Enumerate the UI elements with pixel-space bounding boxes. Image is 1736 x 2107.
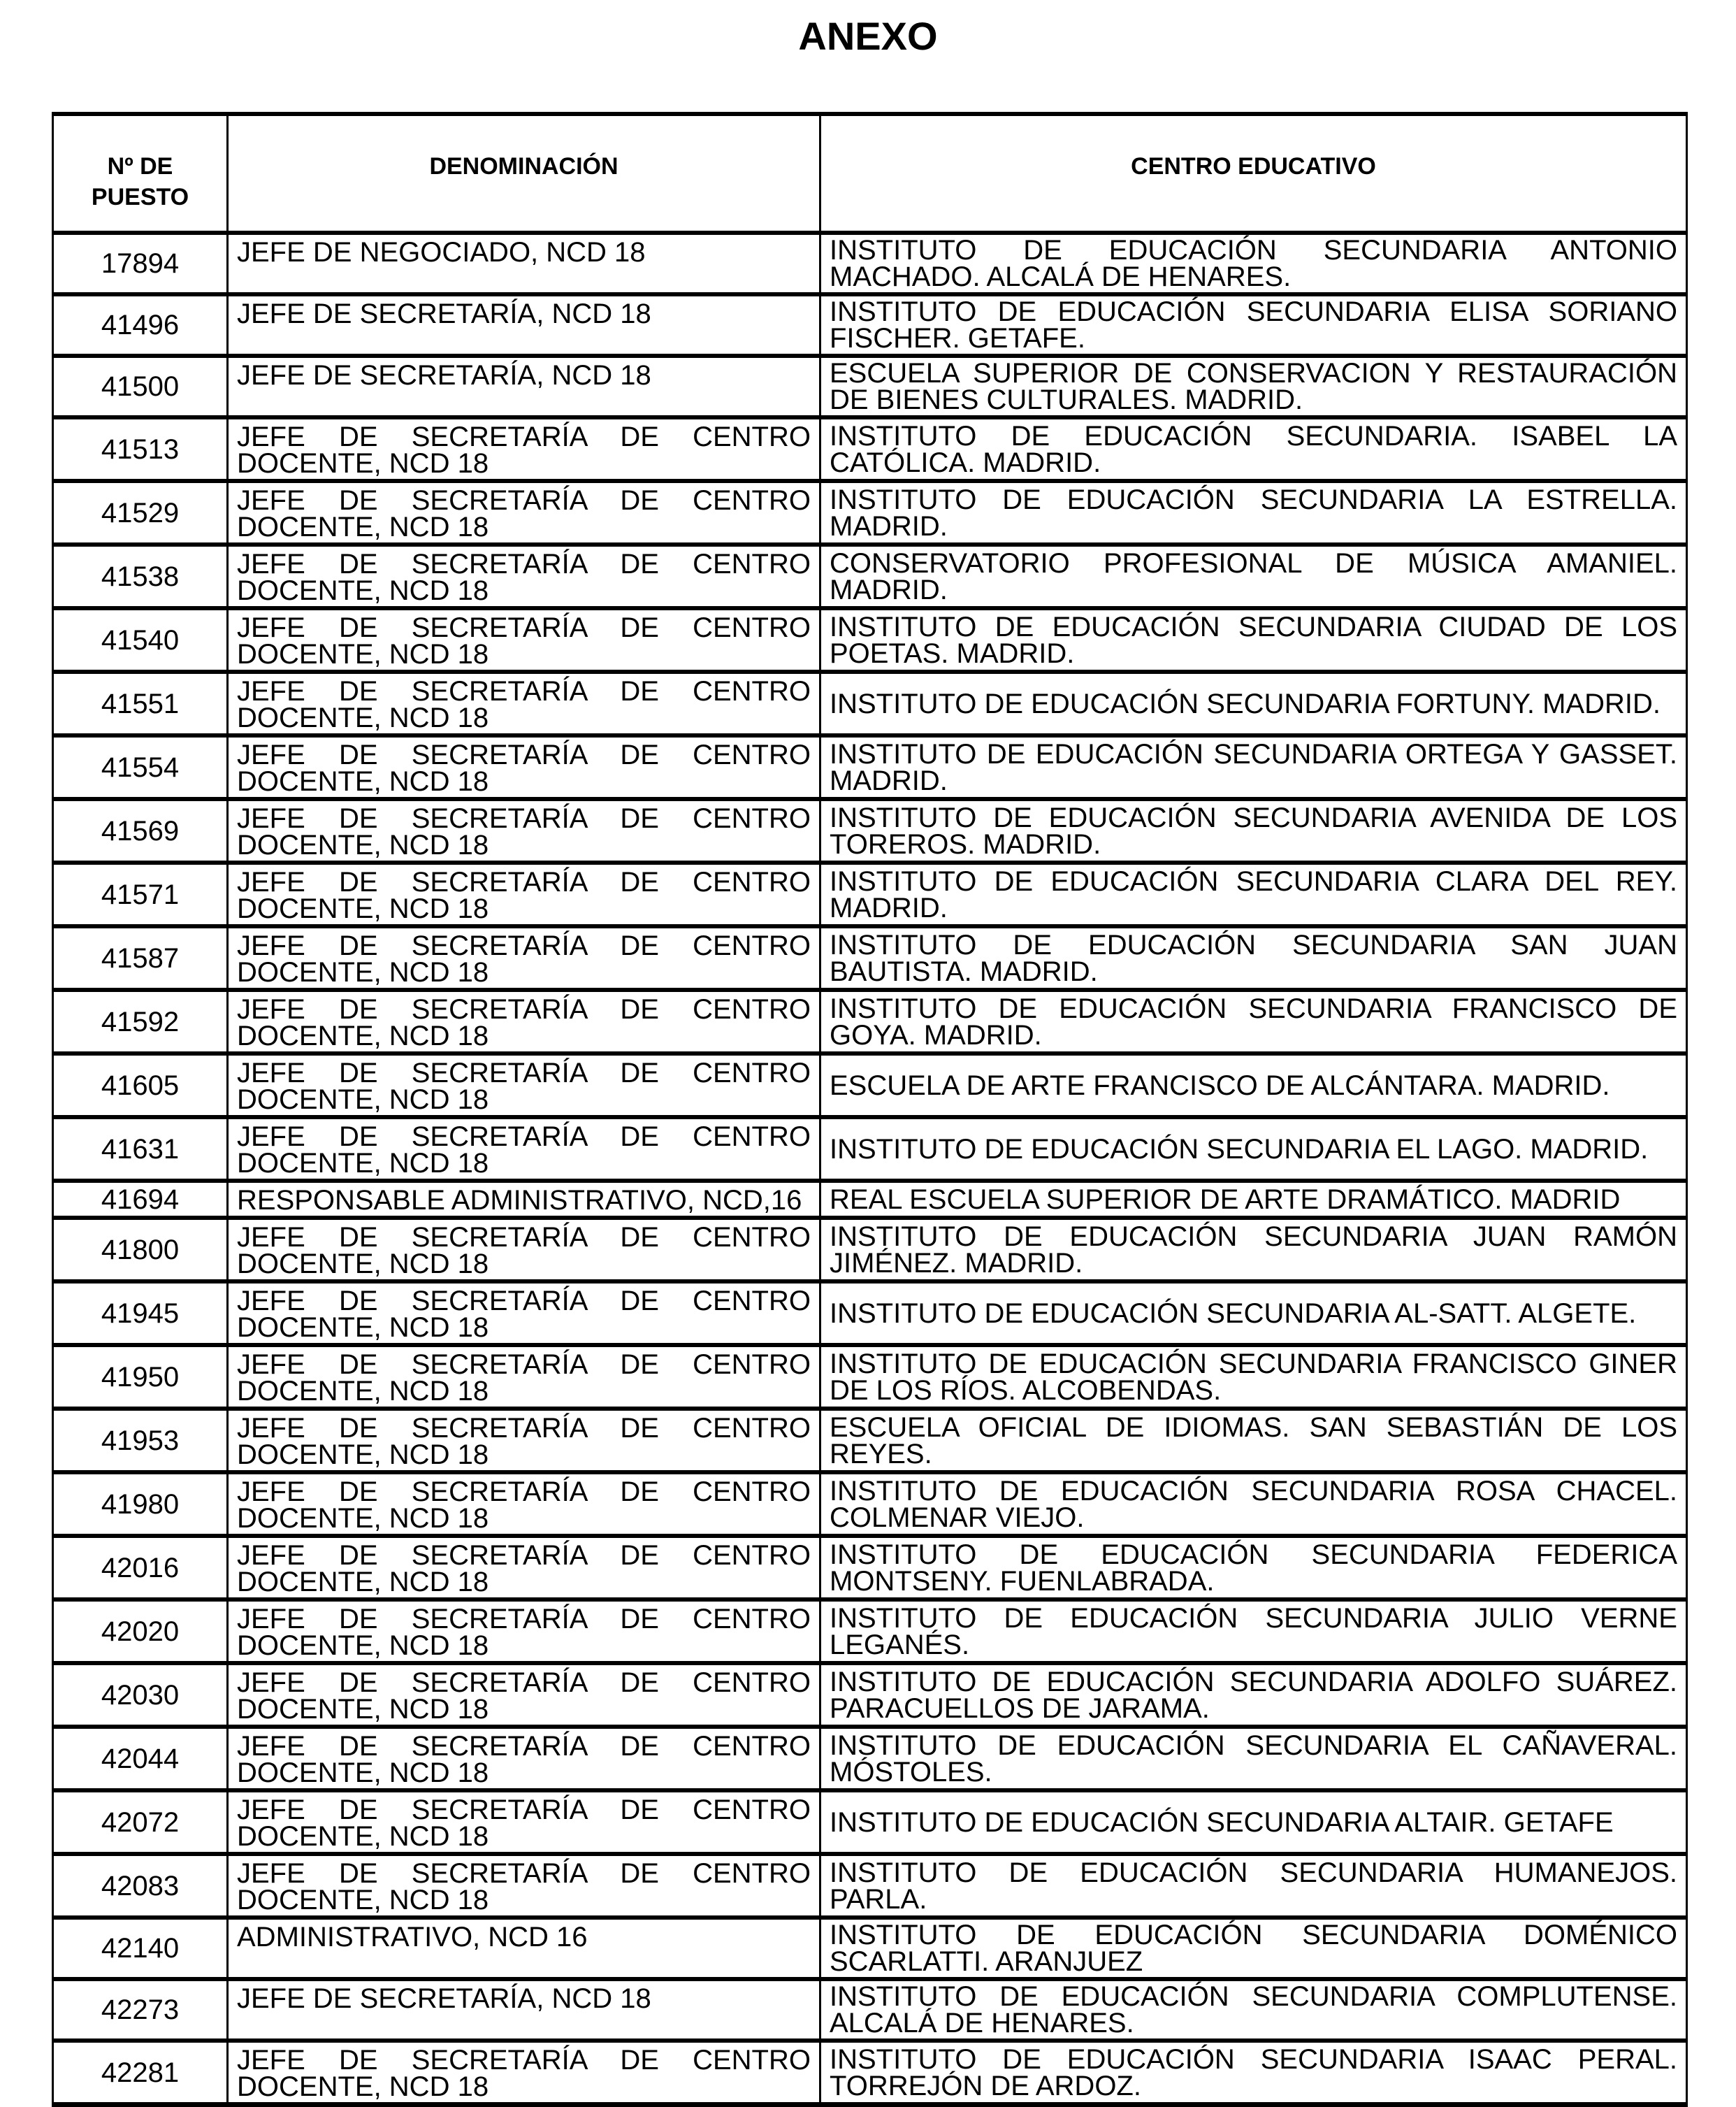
anexo-table — [52, 112, 1688, 2107]
cell-denominacion: JEFE DE SECRETARÍA DE CENTRO DOCENTE, NCD 18 — [228, 1218, 820, 1281]
cell-centro-educativo: INSTITUTO DE EDUCACIÓN SECUNDARIA DOMÉNICO SCARLATTI. ARANJUEZ — [820, 1918, 1687, 1979]
cell-num-puesto: 17894 — [53, 233, 228, 294]
table-row — [53, 1409, 1687, 1472]
page-title: ANEXO — [798, 14, 938, 58]
cell-centro-educativo: INSTITUTO DE EDUCACIÓN SECUNDARIA ORTEGA Y GASSET. MADRID. — [820, 735, 1687, 799]
cell-num-puesto: 41551 — [53, 672, 228, 735]
cell-centro-educativo: INSTITUTO DE EDUCACIÓN SECUNDARIA FRANCISCO GINER DE LOS RÍOS. ALCOBENDAS. — [820, 1345, 1687, 1409]
cell-num-puesto: 41500 — [53, 356, 228, 417]
cell-denominacion: JEFE DE NEGOCIADO, NCD 18 — [228, 233, 820, 294]
cell-centro-educativo: INSTITUTO DE EDUCACIÓN SECUNDARIA SAN JUAN BAUTISTA. MADRID. — [820, 926, 1687, 990]
cell-denominacion: JEFE DE SECRETARÍA DE CENTRO DOCENTE, NCD 18 — [228, 481, 820, 545]
cell-num-puesto: 42044 — [53, 1727, 228, 1790]
table-row — [53, 1218, 1687, 1281]
table-row — [53, 2041, 1687, 2105]
cell-centro-educativo: ESCUELA SUPERIOR DE CONSERVACION Y RESTAURACIÓN DE BIENES CULTURALES. MADRID. — [820, 356, 1687, 417]
table-row — [53, 1345, 1687, 1409]
cell-denominacion: JEFE DE SECRETARÍA DE CENTRO DOCENTE, NCD 18 — [228, 545, 820, 608]
cell-num-puesto: 41945 — [53, 1281, 228, 1345]
cell-num-puesto: 41800 — [53, 1218, 228, 1281]
table-row — [53, 1727, 1687, 1790]
table-row — [53, 799, 1687, 863]
cell-centro-educativo: INSTITUTO DE EDUCACIÓN SECUNDARIA ELISA SORIANO FISCHER. GETAFE. — [820, 294, 1687, 356]
cell-denominacion: JEFE DE SECRETARÍA DE CENTRO DOCENTE, NCD 18 — [228, 1536, 820, 1599]
cell-denominacion: JEFE DE SECRETARÍA DE CENTRO DOCENTE, NCD 18 — [228, 1409, 820, 1472]
table-row — [53, 545, 1687, 608]
table-row — [53, 1979, 1687, 2041]
table-row — [53, 1117, 1687, 1181]
cell-num-puesto: 42273 — [53, 1979, 228, 2041]
cell-centro-educativo: INSTITUTO DE EDUCACIÓN SECUNDARIA CIUDAD DE LOS POETAS. MADRID. — [820, 608, 1687, 672]
cell-num-puesto: 42016 — [53, 1536, 228, 1599]
cell-num-puesto: 41605 — [53, 1054, 228, 1117]
cell-num-puesto: 41694 — [53, 1181, 228, 1218]
cell-centro-educativo: INSTITUTO DE EDUCACIÓN SECUNDARIA ROSA CHACEL. COLMENAR VIEJO. — [820, 1472, 1687, 1536]
header-centro-educativo: CENTRO EDUCATIVO — [820, 114, 1687, 233]
table-row — [53, 481, 1687, 545]
table-row — [53, 1599, 1687, 1663]
cell-centro-educativo: INSTITUTO DE EDUCACIÓN SECUNDARIA AL-SATT. ALGETE. — [820, 1281, 1687, 1345]
cell-num-puesto: 41953 — [53, 1409, 228, 1472]
cell-centro-educativo: INSTITUTO DE EDUCACIÓN SECUNDARIA FEDERICA MONTSENY. FUENLABRADA. — [820, 1536, 1687, 1599]
cell-denominacion: JEFE DE SECRETARÍA DE CENTRO DOCENTE, NCD 18 — [228, 608, 820, 672]
cell-num-puesto: 41980 — [53, 1472, 228, 1536]
cell-denominacion: JEFE DE SECRETARÍA DE CENTRO DOCENTE, NCD 18 — [228, 1117, 820, 1181]
table-row — [53, 926, 1687, 990]
table-body — [53, 233, 1687, 2105]
cell-denominacion: RESPONSABLE ADMINISTRATIVO, NCD,16 — [228, 1181, 820, 1218]
cell-centro-educativo: INSTITUTO DE EDUCACIÓN SECUNDARIA FRANCISCO DE GOYA. MADRID. — [820, 990, 1687, 1054]
table-row — [53, 1918, 1687, 1979]
table-row — [53, 356, 1687, 417]
cell-centro-educativo: INSTITUTO DE EDUCACIÓN SECUNDARIA ISAAC PERAL. TORREJÓN DE ARDOZ. — [820, 2041, 1687, 2105]
cell-num-puesto: 42030 — [53, 1663, 228, 1727]
cell-num-puesto: 42020 — [53, 1599, 228, 1663]
cell-denominacion: JEFE DE SECRETARÍA DE CENTRO DOCENTE, NCD 18 — [228, 1281, 820, 1345]
table-row — [53, 1472, 1687, 1536]
cell-denominacion: JEFE DE SECRETARÍA DE CENTRO DOCENTE, NCD 18 — [228, 417, 820, 481]
table-row — [53, 417, 1687, 481]
cell-centro-educativo: REAL ESCUELA SUPERIOR DE ARTE DRAMÁTICO. MADRID — [820, 1181, 1687, 1218]
cell-num-puesto: 41587 — [53, 926, 228, 990]
cell-num-puesto: 41540 — [53, 608, 228, 672]
cell-denominacion: JEFE DE SECRETARÍA DE CENTRO DOCENTE, NCD 18 — [228, 990, 820, 1054]
cell-centro-educativo: INSTITUTO DE EDUCACIÓN SECUNDARIA EL LAGO. MADRID. — [820, 1117, 1687, 1181]
cell-denominacion: JEFE DE SECRETARÍA DE CENTRO DOCENTE, NCD 18 — [228, 799, 820, 863]
cell-denominacion: JEFE DE SECRETARÍA DE CENTRO DOCENTE, NCD 18 — [228, 1345, 820, 1409]
cell-num-puesto: 41569 — [53, 799, 228, 863]
table-row — [53, 1181, 1687, 1218]
cell-denominacion: JEFE DE SECRETARÍA DE CENTRO DOCENTE, NCD 18 — [228, 1472, 820, 1536]
table-row — [53, 1854, 1687, 1918]
cell-num-puesto: 41571 — [53, 863, 228, 926]
header-row — [53, 114, 1687, 233]
cell-centro-educativo: INSTITUTO DE EDUCACIÓN SECUNDARIA ADOLFO SUÁREZ. PARACUELLOS DE JARAMA. — [820, 1663, 1687, 1727]
table-row — [53, 990, 1687, 1054]
cell-centro-educativo: INSTITUTO DE EDUCACIÓN SECUNDARIA EL CAÑAVERAL. MÓSTOLES. — [820, 1727, 1687, 1790]
cell-denominacion: ADMINISTRATIVO, NCD 16 — [228, 1918, 820, 1979]
table-row — [53, 1281, 1687, 1345]
cell-num-puesto: 41592 — [53, 990, 228, 1054]
cell-num-puesto: 41950 — [53, 1345, 228, 1409]
table-row — [53, 1663, 1687, 1727]
table-header — [53, 114, 1687, 233]
cell-denominacion: JEFE DE SECRETARÍA, NCD 18 — [228, 294, 820, 356]
cell-centro-educativo: INSTITUTO DE EDUCACIÓN SECUNDARIA. ISABEL LA CATÓLICA. MADRID. — [820, 417, 1687, 481]
cell-num-puesto: 41631 — [53, 1117, 228, 1181]
cell-centro-educativo: INSTITUTO DE EDUCACIÓN SECUNDARIA JULIO VERNE LEGANÉS. — [820, 1599, 1687, 1663]
cell-num-puesto: 41538 — [53, 545, 228, 608]
cell-denominacion: JEFE DE SECRETARÍA DE CENTRO DOCENTE, NCD 18 — [228, 2041, 820, 2105]
table-row — [53, 233, 1687, 294]
header-num-puesto: Nº DE PUESTO — [53, 114, 228, 233]
cell-denominacion: JEFE DE SECRETARÍA DE CENTRO DOCENTE, NCD 18 — [228, 863, 820, 926]
cell-num-puesto: 41496 — [53, 294, 228, 356]
cell-centro-educativo: INSTITUTO DE EDUCACIÓN SECUNDARIA LA ESTRELLA. MADRID. — [820, 481, 1687, 545]
cell-num-puesto: 42281 — [53, 2041, 228, 2105]
cell-denominacion: JEFE DE SECRETARÍA DE CENTRO DOCENTE, NCD 18 — [228, 1663, 820, 1727]
cell-denominacion: JEFE DE SECRETARÍA DE CENTRO DOCENTE, NCD 18 — [228, 1790, 820, 1854]
table-row — [53, 608, 1687, 672]
cell-denominacion: JEFE DE SECRETARÍA, NCD 18 — [228, 1979, 820, 2041]
table-row — [53, 863, 1687, 926]
cell-centro-educativo: INSTITUTO DE EDUCACIÓN SECUNDARIA AVENIDA DE LOS TOREROS. MADRID. — [820, 799, 1687, 863]
table-row — [53, 1790, 1687, 1854]
cell-centro-educativo: INSTITUTO DE EDUCACIÓN SECUNDARIA COMPLUTENSE. ALCALÁ DE HENARES. — [820, 1979, 1687, 2041]
table-row — [53, 672, 1687, 735]
cell-denominacion: JEFE DE SECRETARÍA DE CENTRO DOCENTE, NCD 18 — [228, 1599, 820, 1663]
cell-denominacion: JEFE DE SECRETARÍA DE CENTRO DOCENTE, NCD 18 — [228, 1854, 820, 1918]
table-row — [53, 1536, 1687, 1599]
cell-denominacion: JEFE DE SECRETARÍA DE CENTRO DOCENTE, NCD 18 — [228, 1054, 820, 1117]
cell-num-puesto: 41513 — [53, 417, 228, 481]
cell-num-puesto: 42140 — [53, 1918, 228, 1979]
cell-denominacion: JEFE DE SECRETARÍA DE CENTRO DOCENTE, NCD 18 — [228, 672, 820, 735]
cell-denominacion: JEFE DE SECRETARÍA DE CENTRO DOCENTE, NCD 18 — [228, 926, 820, 990]
cell-centro-educativo: ESCUELA OFICIAL DE IDIOMAS. SAN SEBASTIÁN DE LOS REYES. — [820, 1409, 1687, 1472]
cell-num-puesto: 42072 — [53, 1790, 228, 1854]
cell-centro-educativo: INSTITUTO DE EDUCACIÓN SECUNDARIA CLARA DEL REY. MADRID. — [820, 863, 1687, 926]
table-row — [53, 294, 1687, 356]
cell-centro-educativo: INSTITUTO DE EDUCACIÓN SECUNDARIA ALTAIR. GETAFE — [820, 1790, 1687, 1854]
cell-centro-educativo: INSTITUTO DE EDUCACIÓN SECUNDARIA HUMANEJOS. PARLA. — [820, 1854, 1687, 1918]
cell-num-puesto: 41554 — [53, 735, 228, 799]
table-row — [53, 735, 1687, 799]
cell-centro-educativo: ESCUELA DE ARTE FRANCISCO DE ALCÁNTARA. MADRID. — [820, 1054, 1687, 1117]
cell-centro-educativo: CONSERVATORIO PROFESIONAL DE MÚSICA AMANIEL. MADRID. — [820, 545, 1687, 608]
cell-centro-educativo: INSTITUTO DE EDUCACIÓN SECUNDARIA JUAN RAMÓN JIMÉNEZ. MADRID. — [820, 1218, 1687, 1281]
cell-denominacion: JEFE DE SECRETARÍA, NCD 18 — [228, 356, 820, 417]
cell-denominacion: JEFE DE SECRETARÍA DE CENTRO DOCENTE, NCD 18 — [228, 735, 820, 799]
cell-num-puesto: 42083 — [53, 1854, 228, 1918]
cell-centro-educativo: INSTITUTO DE EDUCACIÓN SECUNDARIA FORTUNY. MADRID. — [820, 672, 1687, 735]
table-row — [53, 1054, 1687, 1117]
cell-denominacion: JEFE DE SECRETARÍA DE CENTRO DOCENTE, NCD 18 — [228, 1727, 820, 1790]
cell-num-puesto: 41529 — [53, 481, 228, 545]
cell-centro-educativo: INSTITUTO DE EDUCACIÓN SECUNDARIA ANTONIO MACHADO. ALCALÁ DE HENARES. — [820, 233, 1687, 294]
header-denominacion: DENOMINACIÓN — [228, 114, 820, 233]
